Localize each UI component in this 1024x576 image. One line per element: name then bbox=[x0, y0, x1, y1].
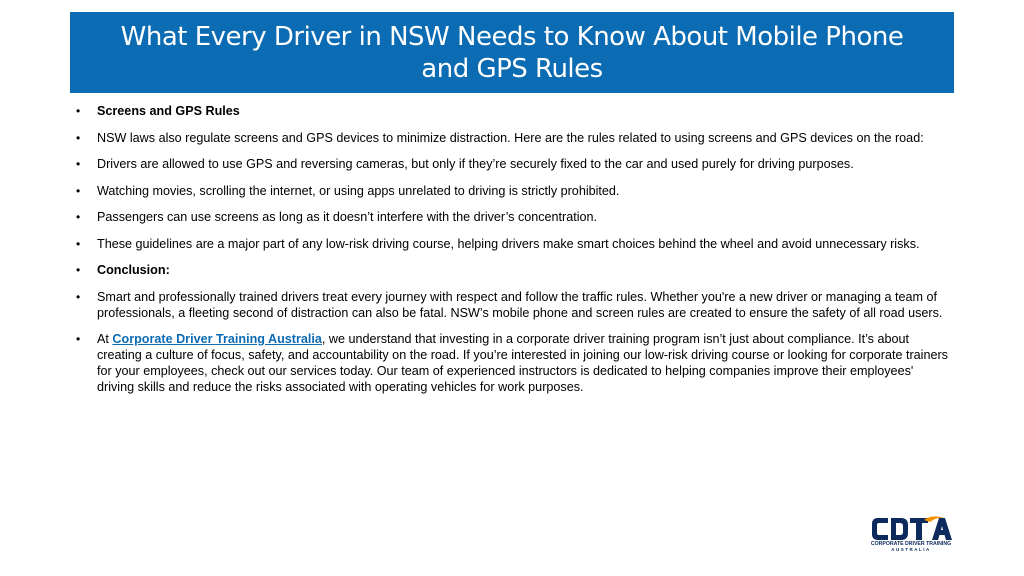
logo-line-2: AUSTRALIA bbox=[891, 547, 931, 552]
bullet-dot: • bbox=[76, 183, 81, 198]
company-link[interactable]: Corporate Driver Training Australia bbox=[112, 332, 322, 346]
bullet-dot: • bbox=[76, 289, 81, 304]
bullet-dot: • bbox=[76, 263, 81, 277]
list-item bbox=[76, 183, 951, 199]
bullet-dot: • bbox=[76, 104, 81, 118]
bullet-dot: • bbox=[76, 332, 81, 346]
list-item-text: Passengers can use screens as long as it doesn’t interfere with the driver’s concentration. bbox=[97, 210, 598, 224]
list-item bbox=[76, 103, 951, 119]
title-banner bbox=[70, 12, 954, 93]
cdta-logo bbox=[866, 512, 956, 554]
bullet-list bbox=[76, 103, 951, 406]
text-suffix: , we understand that investing in a corporate driver training program isn’t just about compliance. It’s about creating a culture of focus, safety, and accountability on the road. If you’re interested in joining our low-risk driving course or looking for corporate trainers for your employees, check out our services today. Our team of experienced instructors is dedicated to helping companies improve their employees' driving skills and reduce the risks associated with operating vehicles for work purposes. bbox=[97, 332, 948, 394]
list-item bbox=[76, 236, 951, 252]
bullet-dot: • bbox=[76, 157, 81, 171]
bullet-dot: • bbox=[76, 130, 81, 145]
list-item bbox=[76, 331, 951, 395]
bullet-dot: • bbox=[76, 210, 81, 224]
section-heading: Screens and GPS Rules bbox=[97, 104, 240, 118]
list-item bbox=[76, 130, 951, 146]
slide-title: What Every Driver in NSW Needs to Know About Mobile Phone and GPS Rules bbox=[120, 21, 904, 84]
list-item-text: Watching movies, scrolling the internet, or using apps unrelated to driving is strictly prohibited. bbox=[97, 183, 620, 198]
logo-line-1: CORPORATE DRIVER TRAINING bbox=[870, 541, 952, 547]
list-item bbox=[76, 289, 951, 321]
list-item-text: Drivers are allowed to use GPS and reversing cameras, but only if they’re securely fixed to the car and used purely for driving purposes. bbox=[97, 157, 854, 171]
list-item-text: These guidelines are a major part of any low-risk driving course, helping drivers make smart choices behind the wheel and avoid unnecessary risks. bbox=[97, 236, 920, 251]
list-item bbox=[76, 209, 951, 225]
list-item-text: NSW laws also regulate screens and GPS devices to minimize distraction. Here are the rules related to using screens and GPS devices on the road: bbox=[97, 130, 924, 145]
list-item-text: Smart and professionally trained drivers treat every journey with respect and follow the traffic rules. Whether you're a new driver or managing a team of professionals, a fleeting second of distraction can also be fatal. NSW’s mobile phone and screen rules are created to ensure the safety of all road users. bbox=[97, 289, 943, 320]
list-item bbox=[76, 156, 951, 172]
list-item bbox=[76, 262, 951, 278]
section-heading: Conclusion: bbox=[97, 263, 170, 277]
text-prefix: At bbox=[97, 332, 113, 346]
bullet-dot: • bbox=[76, 236, 81, 251]
list-item-text bbox=[97, 332, 948, 394]
